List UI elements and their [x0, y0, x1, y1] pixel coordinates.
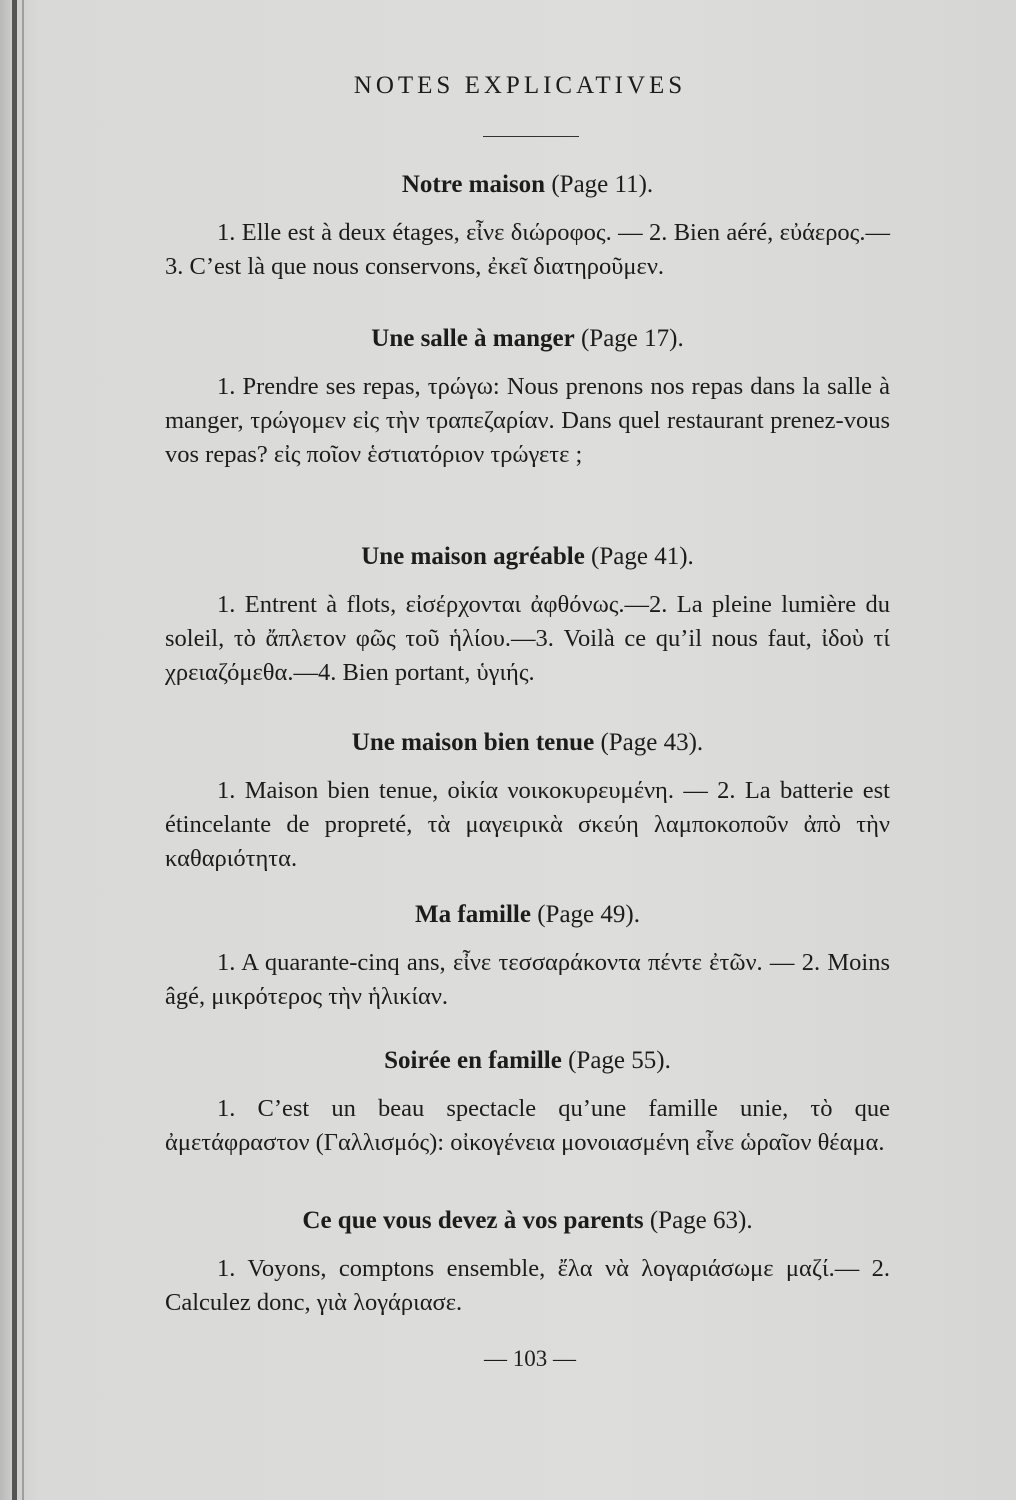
- section-heading: Une salle à manger (Page 17).: [371, 325, 684, 352]
- section-text: 1. C’est un beau spectacle qu’une famille unie, τὸ que ἀμετάφραστον (Γαλλισμός): οἰκογένεια μονοιασμένη εἶνε ὡραῖον θέαμα.: [165, 1095, 890, 1156]
- section-text: 1. A quarante-cinq ans, εἶνε τεσσαράκοντα πέντε ἐτῶν. — 2. Moins âgé, μικρότερος τὴν ἡλικίαν.: [165, 949, 890, 1010]
- section-heading: Une maison agréable (Page 41).: [361, 543, 694, 570]
- section-text: 1. Elle est à deux étages, εἶνε διώροφος. — 2. Bien aéré, εὐάερος.— 3. C’est là que nous conservons, ἐκεῖ διατηροῦμεν.: [165, 219, 890, 280]
- section-heading: Notre maison (Page 11).: [401, 171, 654, 198]
- section-text: 1. Maison bien tenue, οἰκία νοικοκυρευμένη. — 2. La batterie est étincelante de propreté, τὰ μαγειρικὰ σκεύη λαμποκοποῦν ἀπὸ τὴν καθαριότητα.: [165, 777, 890, 872]
- section-text: 1. Voyons, comptons ensemble, ἔλα νὰ λογαριάσωμε μαζί.— 2. Calculez donc, γιὰ λογάριασε.: [165, 1255, 890, 1316]
- section-heading: Ma famille (Page 49).: [415, 901, 640, 928]
- note-section-notre-maison: [165, 168, 890, 284]
- title-rule: [483, 136, 579, 137]
- note-section-ma-famille: [165, 898, 890, 1014]
- section-text: 1. Entrent à flots, εἰσέρχονται ἀφθόνως.—2. La pleine lumière du soleil, τὸ ἄπλετον φῶς τοῦ ἡλίου.—3. Voilà ce qu’il nous faut, ἰδοὺ τί χρειαζόμεθα.—4. Bien portant, ὑγιής.: [165, 591, 890, 686]
- section-heading: Une maison bien tenue (Page 43).: [351, 729, 704, 756]
- page-title: NOTES EXPLICATIVES: [353, 72, 687, 99]
- note-section-maison-agreable: [165, 540, 890, 690]
- section-heading: Ce que vous devez à vos parents (Page 63).: [302, 1207, 753, 1234]
- section-text: 1. Prendre ses repas, τρώγω: Nous prenons nos repas dans la salle à manger, τρώγομεν εἰς τὴν τραπεζαρίαν. Dans quel restaurant prenez-vous vos repas? εἰς ποῖον ἑστιατόριον τρώγετε ;: [165, 373, 890, 468]
- note-section-soiree-en-famille: [165, 1044, 890, 1160]
- binding-edge: [12, 0, 17, 1500]
- section-heading: Soirée en famille (Page 55).: [384, 1047, 671, 1074]
- note-section-maison-bien-tenue: [165, 726, 890, 876]
- page-number: — 103 —: [484, 1346, 576, 1371]
- note-section-parents: [165, 1204, 890, 1320]
- note-section-salle-a-manger: [165, 322, 890, 472]
- binding-edge-line: [22, 0, 24, 1500]
